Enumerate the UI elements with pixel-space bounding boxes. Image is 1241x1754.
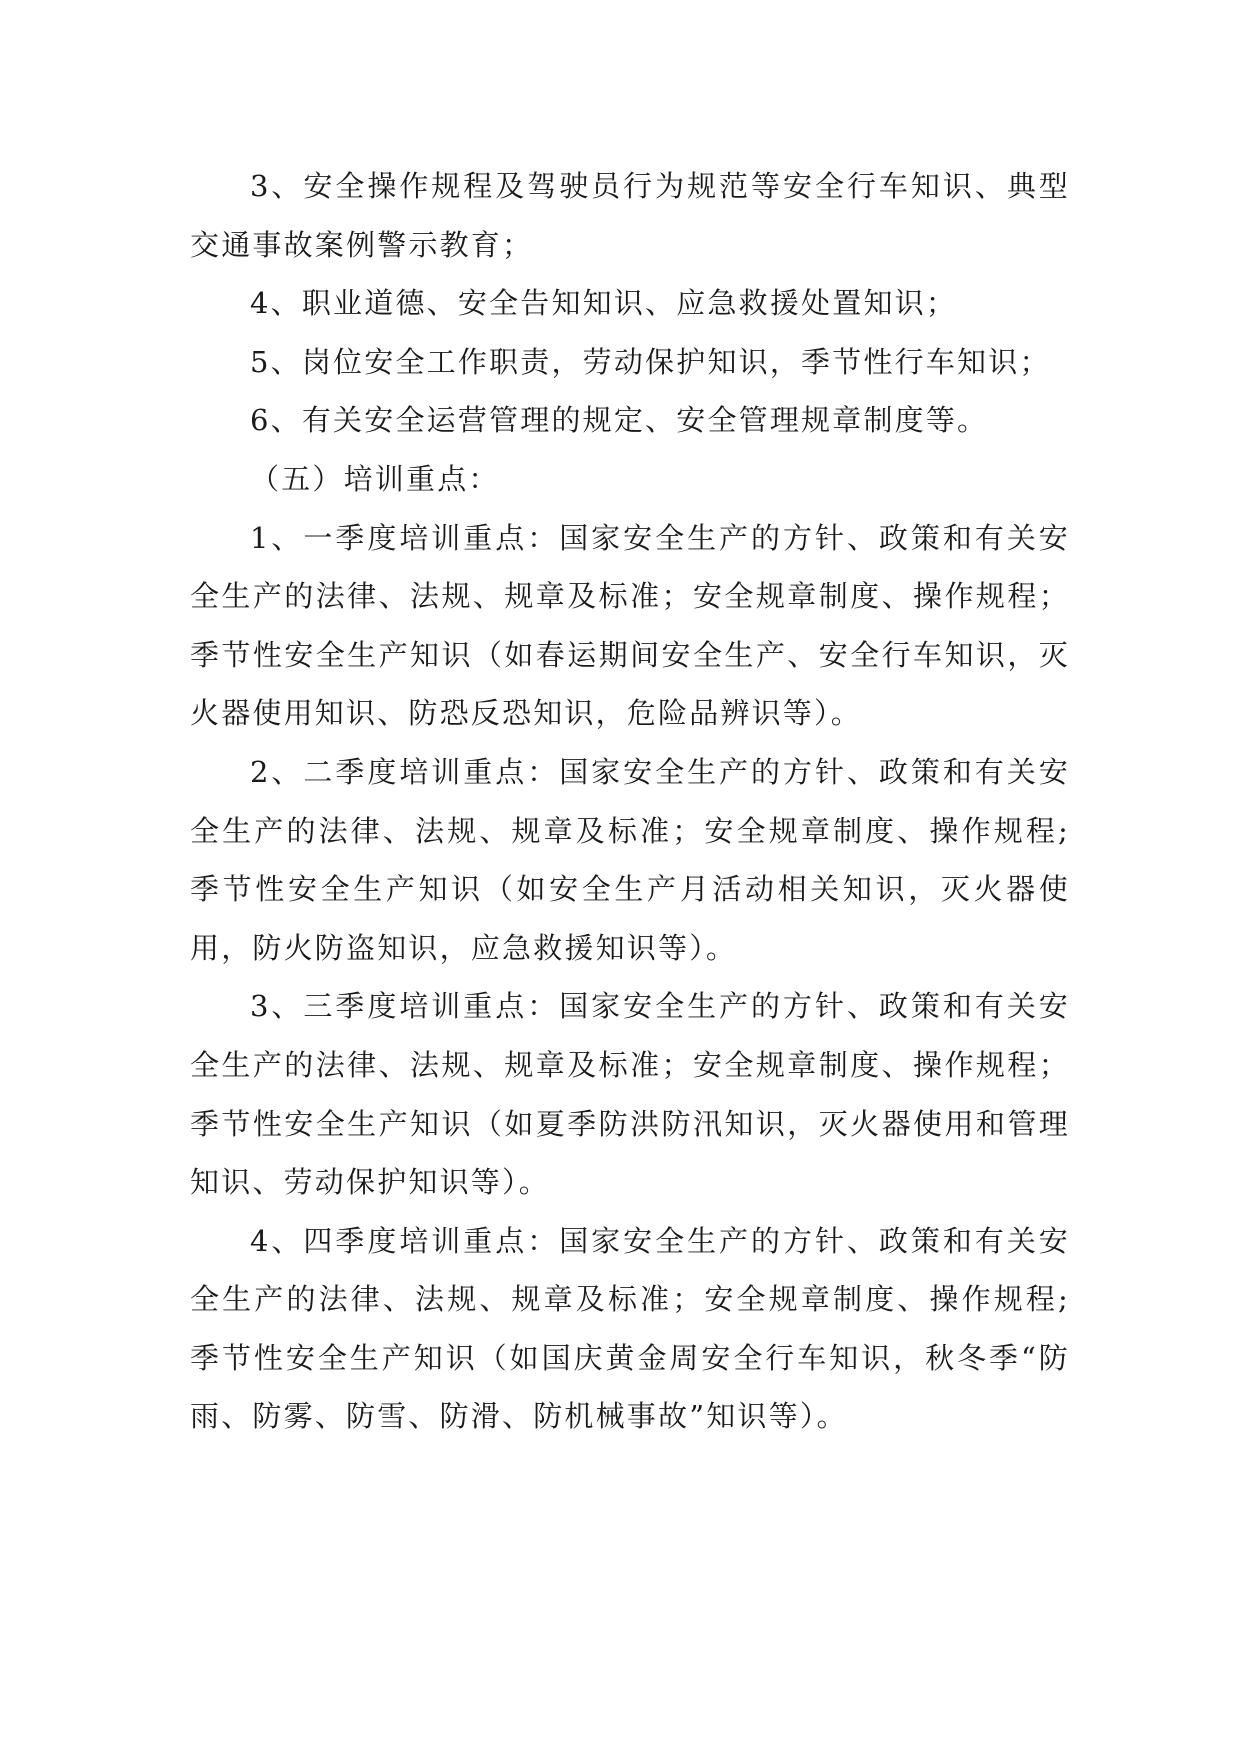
paragraph-q4-training-focus: 4、四季度培训重点：国家安全生产的方针、政策和有关安全生产的法律、法规、规章及标准；安全规章制度、操作规程;季节性安全生产知识（如国庆黄金周安全行车知识，秋冬季“防雨、防雾、防雪、防滑、防机械事故”知识等）。 bbox=[190, 1223, 1070, 1434]
document-body bbox=[190, 157, 1070, 1446]
paragraph-q3-training-focus: 3、三季度培训重点：国家安全生产的方针、政策和有关安全生产的法律、法规、规章及标准；安全规章制度、操作规程；季节性安全生产知识（如夏季防洪防汛知识，灭火器使用和管理知识、劳动保护知识等）。 bbox=[190, 989, 1070, 1200]
paragraph-item-4-professional-ethics: 4、职业道德、安全告知知识、应急救援处置知识； bbox=[250, 286, 958, 321]
paragraph-q2-training-focus: 2、二季度培训重点：国家安全生产的方针、政策和有关安全生产的法律、法规、规章及标准；安全规章制度、操作规程;季节性安全生产知识（如安全生产月活动相关知识，灭火器使用，防火防盗知识，应急救援知识等）。 bbox=[190, 754, 1070, 965]
paragraph-item-3-safety-operation: 3、安全操作规程及驾驶员行为规范等安全行车知识、典型交通事故案例警示教育； bbox=[190, 169, 1070, 262]
section-heading-training-focus: （五）培训重点： bbox=[250, 461, 500, 496]
paragraph-q1-training-focus: 1、一季度培训重点：国家安全生产的方针、政策和有关安全生产的法律、法规、规章及标准；安全规章制度、操作规程；季节性安全生产知识（如春运期间安全生产、安全行车知识，灭火器使用知识、防恐反恐知识，危险品辨识等）。 bbox=[190, 520, 1070, 731]
paragraph-item-5-job-duties: 5、岗位安全工作职责，劳动保护知识，季节性行车知识； bbox=[250, 344, 1051, 379]
paragraph-item-6-regulations: 6、有关安全运营管理的规定、安全管理规章制度等。 bbox=[250, 403, 989, 438]
